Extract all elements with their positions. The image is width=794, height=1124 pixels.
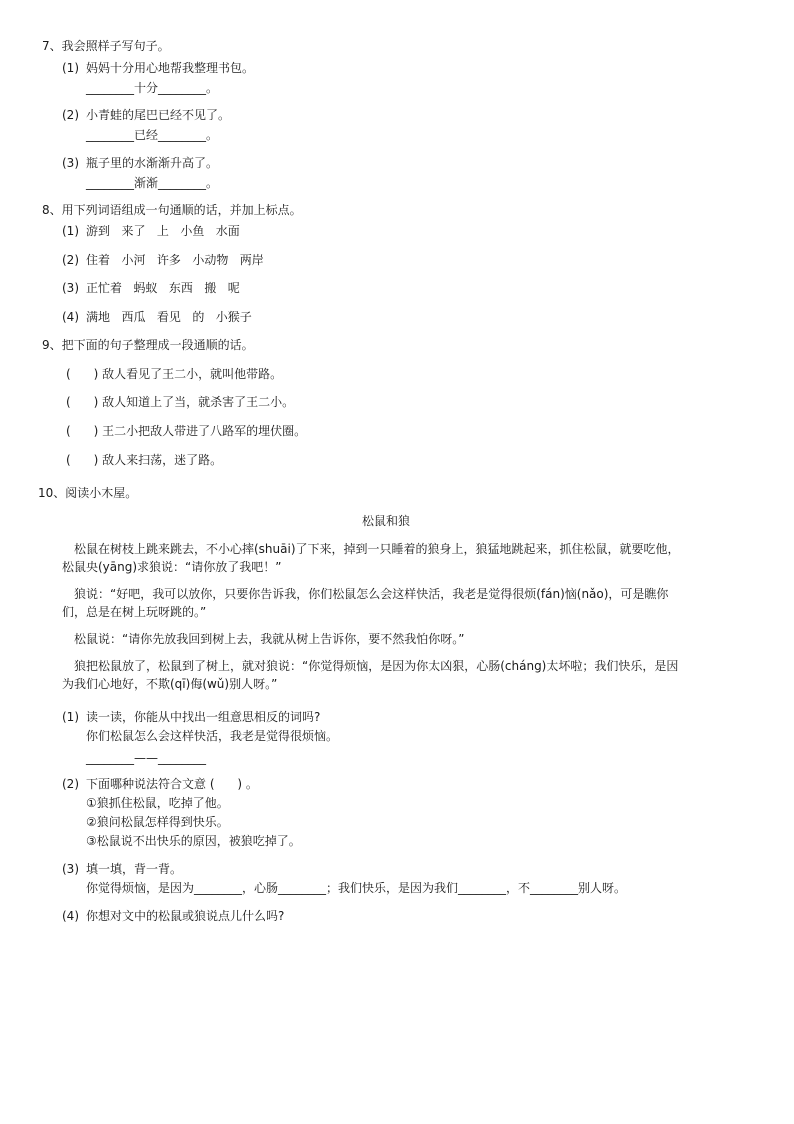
q9-title: 9、把下面的句子整理成一段通顺的话。 [42,338,254,352]
q10-sub1-line2: 你们松鼠怎么会这样快活，我老是觉得很烦恼。 [86,729,339,743]
q10-sub2-option-3: ③松鼠说不出快乐的原因，被狼吃掉了。 [86,834,301,848]
story-p2-line1: 狼说：“好吧，我可以放你，只要你告诉我，你们松鼠怎么会这样快活，我老是觉得很烦(fán)恼(nǎo)，可是瞧你 [74,587,669,601]
q9-item-1[interactable]: ( ) 敌人看见了王二小，就叫他带路。 [66,367,283,381]
q9-item-4[interactable]: ( ) 敌人来扫荡，迷了路。 [66,453,223,467]
q10-sub2-num: (2) [62,777,79,791]
q10-sub1-answer[interactable]: ________——________ [86,751,206,765]
story-p1-line1: 松鼠在树枝上跳来跳去，不小心摔(shuāi)了下来，掉到一只睡着的狼身上，狼猛地跳起来，抓住松鼠，就要吃他， [74,542,680,556]
q7-item-3-num: (3) [62,156,79,170]
q10-sub2-option-1: ①狼抓住松鼠，吃掉了他。 [86,796,229,810]
q7-item-2-text: 小青蛙的尾巴已经不见了。 [86,108,231,122]
q8-item-4-num: (4) [62,310,79,324]
q10-sub2-option-2: ②狼问松鼠怎样得到快乐。 [86,815,229,829]
q10-sub1-num: (1) [62,710,79,724]
q8-title: 8、用下列词语组成一句通顺的话，并加上标点。 [42,203,302,217]
q10-sub3-num: (3) [62,862,79,876]
q10-sub3-fill[interactable]: 你觉得烦恼，是因为________，心肠________；我们快乐，是因为我们________，不________别人呀。 [86,881,627,895]
q8-item-3-text: 正忙着 蚂蚁 东西 搬 呢 [86,281,240,295]
story-p4-line2: 为我们心地好，不欺(qī)侮(wǔ)别人呀。” [62,677,278,691]
q10-sub4-text: 你想对文中的松鼠或狼说点儿什么吗? [86,909,285,923]
story-p1-line2: 松鼠央(yāng)求狼说：“请你放了我吧！” [62,560,282,574]
story-p3-line1: 松鼠说：“请你先放我回到树上去，我就从树上告诉你，要不然我怕你呀。” [74,632,465,646]
q7-item-2-answer[interactable]: ________已经________。 [86,128,219,142]
q10-sub1-text: 读一读，你能从中找出一组意思相反的词吗? [86,710,321,724]
q7-item-1-answer[interactable]: ________十分________。 [86,81,219,95]
q9-item-2[interactable]: ( ) 敌人知道上了当，就杀害了王二小。 [66,395,295,409]
q7-item-3-answer[interactable]: ________渐渐________。 [86,176,219,190]
q10-sub3-text: 填一填，背一背。 [86,862,183,876]
q8-item-1-text: 游到 来了 上 小鱼 水面 [86,224,240,238]
q7-item-2-num: (2) [62,108,79,122]
q7-item-1-num: (1) [62,61,79,75]
q8-item-2-num: (2) [62,253,79,267]
q10-sub4-num: (4) [62,909,79,923]
q9-item-3[interactable]: ( ) 王二小把敌人带进了八路军的埋伏圈。 [66,424,307,438]
story-p4-line1: 狼把松鼠放了，松鼠到了树上，就对狼说：“你觉得烦恼，是因为你太凶狠，心肠(cháng)太坏啦；我们快乐，是因 [74,659,679,673]
q7-title: 7、我会照样子写句子。 [42,39,170,53]
q7-item-1-text: 妈妈十分用心地帮我整理书包。 [86,61,255,75]
q8-item-4-text: 满地 西瓜 看见 的 小猴子 [86,310,252,324]
q10-sub2-text[interactable]: 下面哪种说法符合文意 ( ) 。 [86,777,258,791]
q8-item-3-num: (3) [62,281,79,295]
q7-item-3-text: 瓶子里的水渐渐升高了。 [86,156,219,170]
story-title: 松鼠和狼 [362,514,411,528]
q8-item-2-text: 住着 小河 许多 小动物 两岸 [86,253,264,267]
q8-item-1-num: (1) [62,224,79,238]
story-p2-line2: 们，总是在树上玩呀跳的。” [62,605,207,619]
q10-title: 10、阅读小木屋。 [38,486,138,500]
